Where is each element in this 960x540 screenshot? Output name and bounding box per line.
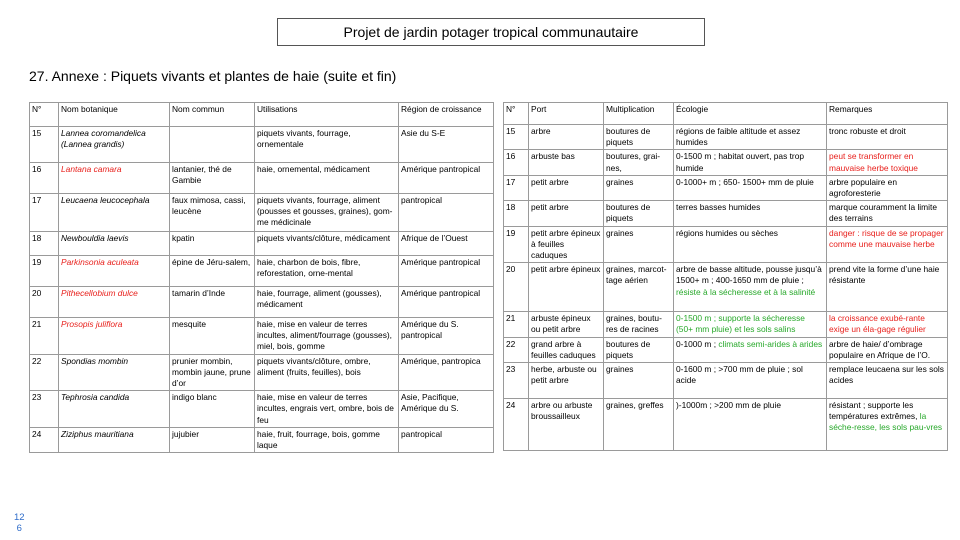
cell-botanical: Prosopis juliflora bbox=[59, 318, 170, 355]
table-row bbox=[504, 175, 948, 200]
cell-remarks: prend vite la forme d’une haie résistante bbox=[827, 263, 948, 312]
cell-common: kpatin bbox=[170, 232, 255, 256]
cell-botanical: Tephrosia candida bbox=[59, 391, 170, 428]
cell-ecology bbox=[674, 263, 827, 312]
cell-num: 20 bbox=[30, 287, 59, 318]
header-remarks: Remarques bbox=[827, 103, 948, 125]
table-row bbox=[30, 287, 494, 318]
table-row bbox=[504, 399, 948, 451]
cell-ecology: 0-1500 m ; supporte la sécheresse (50+ mm pluie) et les sols salins bbox=[674, 312, 827, 337]
header-common: Nom commun bbox=[170, 103, 255, 127]
cell-num: 19 bbox=[30, 256, 59, 287]
cell-remarks: tronc robuste et droit bbox=[827, 125, 948, 150]
cell-uses: haie, fourrage, aliment (gousses), médicament bbox=[255, 287, 399, 318]
cell-num: 15 bbox=[504, 125, 529, 150]
cell-region: Asie, Pacifique, Amérique du S. bbox=[399, 391, 494, 428]
cell-region: Amérique pantropical bbox=[399, 256, 494, 287]
cell-ecology: terres basses humides bbox=[674, 201, 827, 226]
cell-port: arbuste épineux ou petit arbre bbox=[529, 312, 604, 337]
header-port: Port bbox=[529, 103, 604, 125]
cell-ecology bbox=[674, 337, 827, 362]
cell-region: pantropical bbox=[399, 427, 494, 452]
cell-region: Asie du S-E bbox=[399, 127, 494, 163]
cell-multiplication: graines, boutu-res de racines bbox=[604, 312, 674, 337]
cell-remarks: la croissance exubé-rante exige un éla-gage régulier bbox=[827, 312, 948, 337]
cell-region: Amérique pantropical bbox=[399, 287, 494, 318]
cell-num: 22 bbox=[504, 337, 529, 362]
header-multiplication: Multiplication bbox=[604, 103, 674, 125]
cell-ecology: 0-1000+ m ; 650- 1500+ mm de pluie bbox=[674, 175, 827, 200]
cell-common: épine de Jéru-salem, bbox=[170, 256, 255, 287]
cell-remarks: arbre populaire en agroforesterie bbox=[827, 175, 948, 200]
cell-common bbox=[170, 127, 255, 163]
remarks-highlight: la séche-resse, les sols pau-vres bbox=[829, 411, 943, 433]
cell-num: 22 bbox=[30, 354, 59, 391]
ecology-text: arbre de basse altitude, pousse jusqu’à 1500+ m ; 400-1650 mm de pluie ; bbox=[676, 264, 822, 286]
cell-num: 20 bbox=[504, 263, 529, 312]
right-table-header-row bbox=[504, 103, 948, 125]
cell-port: herbe, arbuste ou petit arbre bbox=[529, 363, 604, 399]
cell-botanical: Pithecellobium dulce bbox=[59, 287, 170, 318]
cell-multiplication: boutures, grai-nes, bbox=[604, 150, 674, 175]
cell-uses: piquets vivants/clôture, ombre, aliment (fruits, feuilles), bois bbox=[255, 354, 399, 391]
cell-botanical: Lannea coromandelica (Lannea grandis) bbox=[59, 127, 170, 163]
cell-uses: piquets vivants, fourrage, ornementale bbox=[255, 127, 399, 163]
table-row bbox=[504, 125, 948, 150]
cell-remarks bbox=[827, 399, 948, 451]
table-row bbox=[30, 427, 494, 452]
cell-remarks: marque couramment la limite des terrains bbox=[827, 201, 948, 226]
table-row bbox=[504, 201, 948, 226]
cell-botanical: Leucaena leucocephala bbox=[59, 194, 170, 232]
cell-multiplication: boutures de piquets bbox=[604, 125, 674, 150]
cell-num: 17 bbox=[30, 194, 59, 232]
cell-num: 21 bbox=[30, 318, 59, 355]
cell-ecology: )-1000m ; >200 mm de pluie bbox=[674, 399, 827, 451]
table-row bbox=[30, 232, 494, 256]
cell-num: 18 bbox=[30, 232, 59, 256]
cell-common: prunier mombin, mombin jaune, prune d’or bbox=[170, 354, 255, 391]
cell-common: faux mimosa, cassi, leucène bbox=[170, 194, 255, 232]
page-number bbox=[14, 512, 25, 534]
cell-botanical: Lantana camara bbox=[59, 163, 170, 194]
cell-num: 15 bbox=[30, 127, 59, 163]
remarks-text: résistant ; supporte les températures extrêmes, bbox=[829, 400, 918, 422]
cell-port: arbre ou arbuste broussailleux bbox=[529, 399, 604, 451]
right-table bbox=[503, 102, 948, 451]
cell-multiplication: graines bbox=[604, 226, 674, 263]
table-row bbox=[504, 337, 948, 362]
cell-ecology: 0-1500 m ; habitat ouvert, pas trop humide bbox=[674, 150, 827, 175]
cell-uses: haie, charbon de bois, fibre, reforestation, orne-mental bbox=[255, 256, 399, 287]
section-title: 27. Annexe : Piquets vivants et plantes de haie (suite et fin) bbox=[29, 68, 397, 84]
table-row bbox=[30, 194, 494, 232]
cell-uses: haie, mise en valeur de terres incultes, engrais vert, ombre, bois de feu bbox=[255, 391, 399, 428]
cell-port: grand arbre à feuilles caduques bbox=[529, 337, 604, 362]
table-row bbox=[504, 312, 948, 337]
table-row bbox=[504, 150, 948, 175]
page-title-box bbox=[277, 18, 705, 46]
table-row bbox=[504, 363, 948, 399]
cell-port: arbre bbox=[529, 125, 604, 150]
cell-common: tamarin d’Inde bbox=[170, 287, 255, 318]
cell-uses: piquets vivants, fourrage, aliment (pousses et gousses, graines), gom-me médicinale bbox=[255, 194, 399, 232]
cell-port: arbuste bas bbox=[529, 150, 604, 175]
cell-common: mesquite bbox=[170, 318, 255, 355]
header-uses: Utilisations bbox=[255, 103, 399, 127]
cell-port: petit arbre bbox=[529, 201, 604, 226]
cell-uses: piquets vivants/clôture, médicament bbox=[255, 232, 399, 256]
page-number-top: 12 bbox=[14, 512, 25, 523]
cell-port: petit arbre épineux bbox=[529, 263, 604, 312]
cell-multiplication: boutures de piquets bbox=[604, 201, 674, 226]
table-row bbox=[30, 318, 494, 355]
page-number-bottom: 6 bbox=[16, 523, 22, 534]
cell-uses: haie, mise en valeur de terres incultes, aliment/fourrage (gousses), miel, bois, gomme bbox=[255, 318, 399, 355]
cell-region: Amérique, pantropica bbox=[399, 354, 494, 391]
cell-botanical: Spondias mombin bbox=[59, 354, 170, 391]
cell-multiplication: graines, greffes bbox=[604, 399, 674, 451]
cell-num: 24 bbox=[30, 427, 59, 452]
cell-region: pantropical bbox=[399, 194, 494, 232]
cell-uses: haie, ornemental, médicament bbox=[255, 163, 399, 194]
cell-common: indigo blanc bbox=[170, 391, 255, 428]
cell-botanical: Ziziphus mauritiana bbox=[59, 427, 170, 452]
table-row bbox=[30, 391, 494, 428]
cell-botanical: Newbouldia laevis bbox=[59, 232, 170, 256]
cell-remarks: arbre de haie/ d’ombrage populaire en Afrique de l’O. bbox=[827, 337, 948, 362]
cell-multiplication: graines, marcot-tage aérien bbox=[604, 263, 674, 312]
cell-common: jujubier bbox=[170, 427, 255, 452]
table-row bbox=[30, 256, 494, 287]
ecology-highlight: résiste à la sécheresse et à la salinité bbox=[676, 286, 816, 297]
cell-multiplication: boutures de piquets bbox=[604, 337, 674, 362]
ecology-text: 0-1000 m ; bbox=[676, 338, 717, 349]
cell-ecology: régions humides ou sèches bbox=[674, 226, 827, 263]
cell-remarks: remplace leucaena sur les sols acides bbox=[827, 363, 948, 399]
header-ecology: Écologie bbox=[674, 103, 827, 125]
table-row bbox=[30, 354, 494, 391]
cell-num: 23 bbox=[504, 363, 529, 399]
cell-num: 18 bbox=[504, 201, 529, 226]
cell-port: petit arbre épineux à feuilles caduques bbox=[529, 226, 604, 263]
table-row bbox=[504, 263, 948, 312]
cell-region: Amérique du S. pantropical bbox=[399, 318, 494, 355]
cell-num: 16 bbox=[504, 150, 529, 175]
cell-num: 17 bbox=[504, 175, 529, 200]
cell-ecology: 0-1600 m ; >700 mm de pluie ; sol acide bbox=[674, 363, 827, 399]
cell-uses: haie, fruit, fourrage, bois, gomme laque bbox=[255, 427, 399, 452]
cell-num: 21 bbox=[504, 312, 529, 337]
header-botanical: Nom botanique bbox=[59, 103, 170, 127]
header-num: N° bbox=[504, 103, 529, 125]
cell-ecology: régions de faible altitude et assez humides bbox=[674, 125, 827, 150]
cell-multiplication: graines bbox=[604, 175, 674, 200]
left-table bbox=[29, 102, 494, 453]
cell-botanical: Parkinsonia aculeata bbox=[59, 256, 170, 287]
cell-num: 24 bbox=[504, 399, 529, 451]
header-region: Région de croissance bbox=[399, 103, 494, 127]
table-row bbox=[504, 226, 948, 263]
cell-num: 19 bbox=[504, 226, 529, 263]
cell-multiplication: graines bbox=[604, 363, 674, 399]
page-title: Projet de jardin potager tropical communautaire bbox=[343, 24, 639, 40]
cell-remarks: peut se transformer en mauvaise herbe toxique bbox=[827, 150, 948, 175]
cell-region: Amérique pantropical bbox=[399, 163, 494, 194]
cell-port: petit arbre bbox=[529, 175, 604, 200]
ecology-highlight: climats semi-arides à arides bbox=[718, 338, 823, 349]
cell-num: 16 bbox=[30, 163, 59, 194]
cell-num: 23 bbox=[30, 391, 59, 428]
table-row bbox=[30, 127, 494, 163]
cell-region: Afrique de l’Ouest bbox=[399, 232, 494, 256]
left-table-header-row bbox=[30, 103, 494, 127]
header-num: N° bbox=[30, 103, 59, 127]
table-row bbox=[30, 163, 494, 194]
cell-common: lantanier, thé de Gambie bbox=[170, 163, 255, 194]
cell-remarks: danger : risque de se propager comme une mauvaise herbe bbox=[827, 226, 948, 263]
